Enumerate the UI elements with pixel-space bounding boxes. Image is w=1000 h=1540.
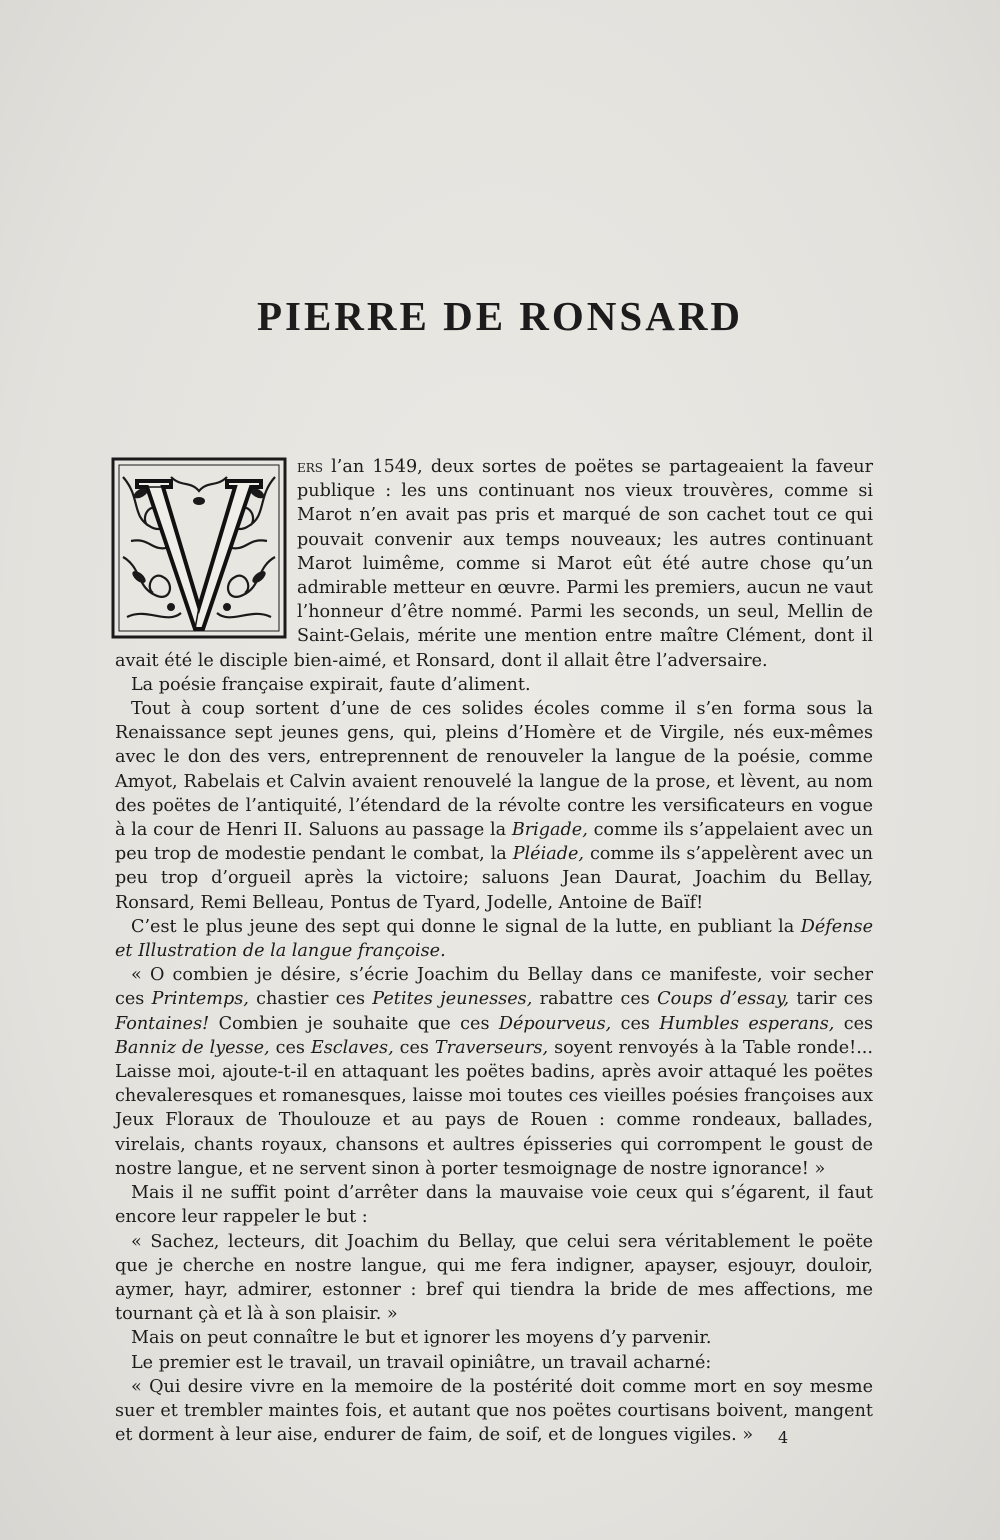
p5-italic-3: Coups d’essay,	[657, 989, 790, 1010]
p5-italic-2: Petites jeunesses,	[372, 989, 533, 1010]
p5-italic-7: Banniz de lyesse,	[115, 1037, 270, 1058]
p5-text-b: chastier ces	[248, 989, 373, 1010]
paragraph-3	[115, 697, 873, 915]
p5-text-e: Combien je souhaite que ces	[209, 1013, 499, 1034]
p5-text-a: « O combien je désire, s’écrie Joachim du Bellay dans ce manifeste, voir secher ces	[115, 965, 873, 1010]
p4-text-a: C’est le plus jeune des sept qui donne le signal de la lutte, en publiant la	[131, 916, 801, 937]
p5-text-h: ces	[269, 1037, 311, 1058]
text-body	[115, 455, 873, 1447]
paragraph-8: Mais on peut connaître le but et ignorer les moyens d’y parvenir.	[131, 1328, 712, 1349]
p5-text-j: ces	[393, 1037, 435, 1058]
p5-italic-1: Printemps,	[151, 989, 249, 1010]
p5-text-d: tarir ces	[789, 989, 874, 1010]
page-title: PIERRE DE RONSARD	[256, 293, 744, 339]
drop-cap-lead: ers	[297, 457, 324, 477]
p5-italic-5: Dépourveus,	[498, 1013, 612, 1034]
italic-pleiade: Pléiade,	[512, 844, 584, 865]
paragraph-4	[115, 915, 873, 963]
p5-text-f: ces	[611, 1013, 660, 1034]
paragraph-1-text: l’an 1549, deux sortes de poëtes se partageaient la faveur publique : les uns continuant nos vieux trouvères, comme si Marot n’en avait pas pris et marqué de son cachet tout ce qui pouvait convenir aux temps nouveaux; les autres continuant Marot luimême, comme si Marot eût été autre chose qu’un admirable metteur en œuvre. Parmi les premiers, aucun ne vaut l’honneur d’être nommé. Parmi les seconds, un seul, Mellin de Saint-Gelais, mérite une mention entre maître Clément, dont il avait été le disciple bien-aimé, et Ronsard, dont il allait être l’adversaire.	[115, 457, 873, 671]
page-number: 4	[778, 1428, 789, 1447]
p3-text-a: Tout à coup sortent d’une de ces solides écoles comme il s’en forma sous la Renaissance sept jeunes gens, qui, pleins d’Homère et de Virgile, nés eux-mêmes avec le don des vers, entreprennent de renouveler la langue de la poésie, comme Amyot, Rabelais et Calvin avaient renouvelé la langue de la prose, et lèvent, au nom des poëtes de l’antiquité, l’étendard de la révolte contre les versificateurs en vogue à la cour de Henri II. Saluons au passage la	[115, 699, 873, 841]
italic-defense-title: Défense et Illustration de la langue françoise.	[115, 916, 873, 962]
paragraph-6: Mais il ne suffit point d’arrêter dans la mauvaise voie ceux qui s’égarent, il faut encore leur rappeler le but :	[115, 1183, 873, 1228]
italic-brigade: Brigade,	[511, 820, 588, 841]
p5-italic-4: Fontaines!	[115, 1013, 210, 1034]
p3-text-c: comme ils s’appelèrent avec un peu trop d’orgueil après la victoire; saluons Jean Daurat, Joachim du Bellay, Ronsard, Remi Belleau, Pontus de Tyard, Jodelle, Antoine de Baïf!	[115, 844, 874, 913]
paragraph-2: La poésie française expirait, faute d’aliment.	[131, 674, 531, 695]
paragraph-5	[115, 963, 873, 1181]
p5-italic-8: Esclaves,	[310, 1037, 394, 1058]
paragraph-7: « Sachez, lecteurs, dit Joachim du Bellay, que celui sera véritablement le poëte que je cherche en nostre langue, qui me fera indigner, apayser, esjouyr, douloir, aymer, hayr, admirer, estonner : bref qui tiendra la bride de mes affections, me tournant çà et là à son plaisir. »	[115, 1231, 873, 1325]
p5-text-c: rabattre ces	[532, 989, 658, 1010]
p5-italic-9: Traverseurs,	[434, 1037, 549, 1058]
p5-italic-6: Humbles esperans,	[659, 1013, 835, 1034]
p5-text-k: soyent renvoyés à la Table ronde!... Laisse moi, ajoute-t-il en attaquant les poëtes badins, après avoir attaqué les poëtes chevaleresques et romanesques, laisse moi toutes ces vieilles poésies françoises aux Jeux Floraux de Thoulouze et au pays de Rouen : comme rondeaux, ballades, virelais, chants royaux, chansons et aultres épisseries qui corrompent le goust de nostre langue, et ne servent sinon à porter tesmoignage de nostre ignorance! »	[115, 1037, 873, 1179]
p3-text-b: comme ils s’appelaient avec un peu trop de modestie pendant le combat, la	[115, 820, 873, 865]
paragraph-10: « Qui desire vivre en la memoire de la postérité doit comme mort en soy mesme suer et trembler maintes fois, et autant que nos poëtes courtisans boivent, mangent et dorment à leur aise, endurer de faim, de soif, et de longues vigiles. »	[115, 1376, 873, 1446]
p5-text-g: ces	[834, 1013, 874, 1034]
paragraph-9: Le premier est le travail, un travail opiniâtre, un travail acharné:	[131, 1352, 712, 1373]
ornamental-drop-cap-v-icon	[111, 457, 287, 639]
